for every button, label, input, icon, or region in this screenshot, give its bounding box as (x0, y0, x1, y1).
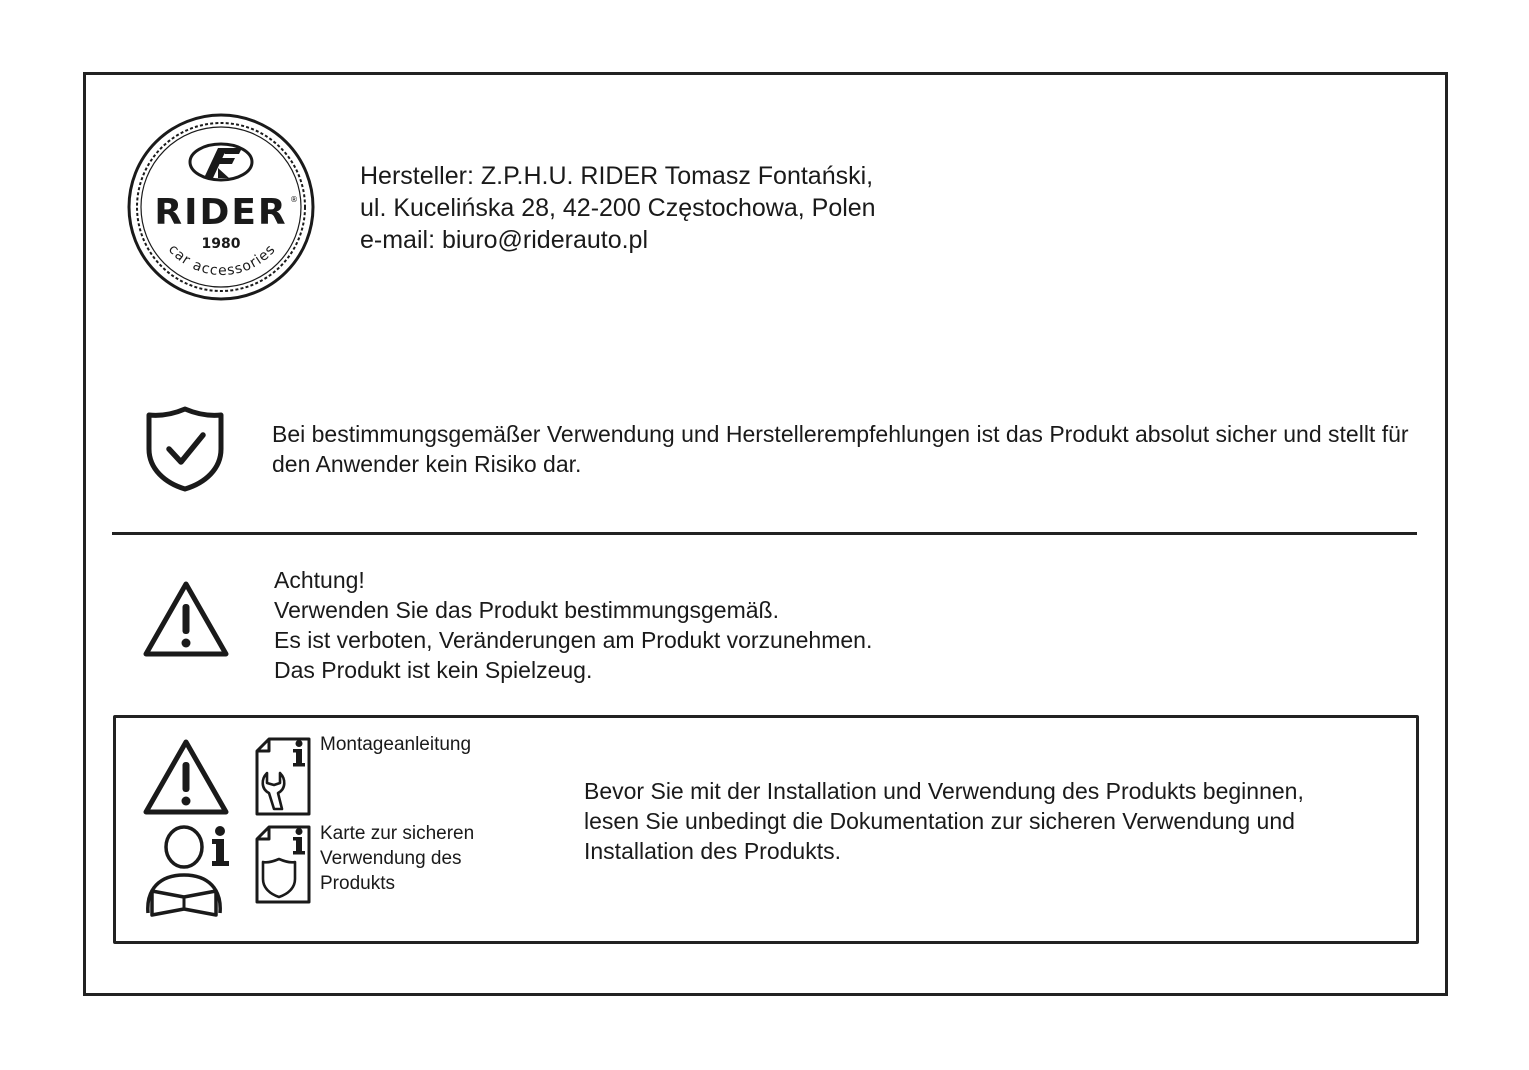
shield-check-icon (145, 405, 225, 493)
documentation-instruction-line-3: Installation des Produkts. (584, 838, 841, 864)
logo-year: 1980 (201, 236, 241, 252)
safety-card-label-line-3: Produkts (320, 873, 395, 894)
logo-registered: ® (290, 195, 298, 204)
warning-triangle-small-icon (143, 738, 229, 816)
assembly-manual-icon (255, 737, 313, 817)
warning-line-1: Verwenden Sie das Produkt bestimmungsgemäß. (274, 597, 779, 623)
rider-logo (126, 112, 316, 302)
documentation-instruction-line-2: lesen Sie unbedingt die Dokumentation zur sicheren Verwendung und (584, 808, 1295, 834)
manufacturer-name: Hersteller: Z.P.H.U. RIDER Tomasz Fontański, (360, 162, 874, 190)
warning-triangle-icon (143, 580, 229, 658)
warning-line-2: Es ist verboten, Veränderungen am Produkt vorzunehmen. (274, 627, 873, 653)
reading-person-info-icon (140, 825, 235, 920)
logo-brand: RIDER (154, 192, 288, 233)
logo-tagline: car accessories (164, 241, 280, 280)
safety-card-label (320, 821, 474, 896)
safety-statement: Bei bestimmungsgemäßer Verwendung und Herstellerempfehlungen ist das Produkt absolut sicher und stellt für den Anwender kein Risiko dar. (272, 421, 1409, 477)
warning-line-3: Das Produkt ist kein Spielzeug. (274, 657, 593, 683)
manufacturer-address: ul. Kucelińska 28, 42-200 Częstochowa, Polen (360, 194, 876, 222)
documentation-instruction-line-1: Bevor Sie mit der Installation und Verwendung des Produkts beginnen, (584, 778, 1304, 804)
safety-card-label-line-1: Karte zur sicheren (320, 823, 475, 844)
warning-title: Achtung! (274, 567, 365, 593)
warning-text (274, 565, 872, 685)
safety-card-icon (255, 825, 313, 905)
section-divider (112, 532, 1417, 535)
manufacturer-info (360, 160, 876, 256)
manufacturer-email: e-mail: biuro@riderauto.pl (360, 226, 649, 254)
assembly-manual-label: Montageanleitung (320, 734, 472, 755)
safety-card-label-line-2: Verwendung des (320, 848, 462, 869)
documentation-instruction (584, 776, 1404, 866)
